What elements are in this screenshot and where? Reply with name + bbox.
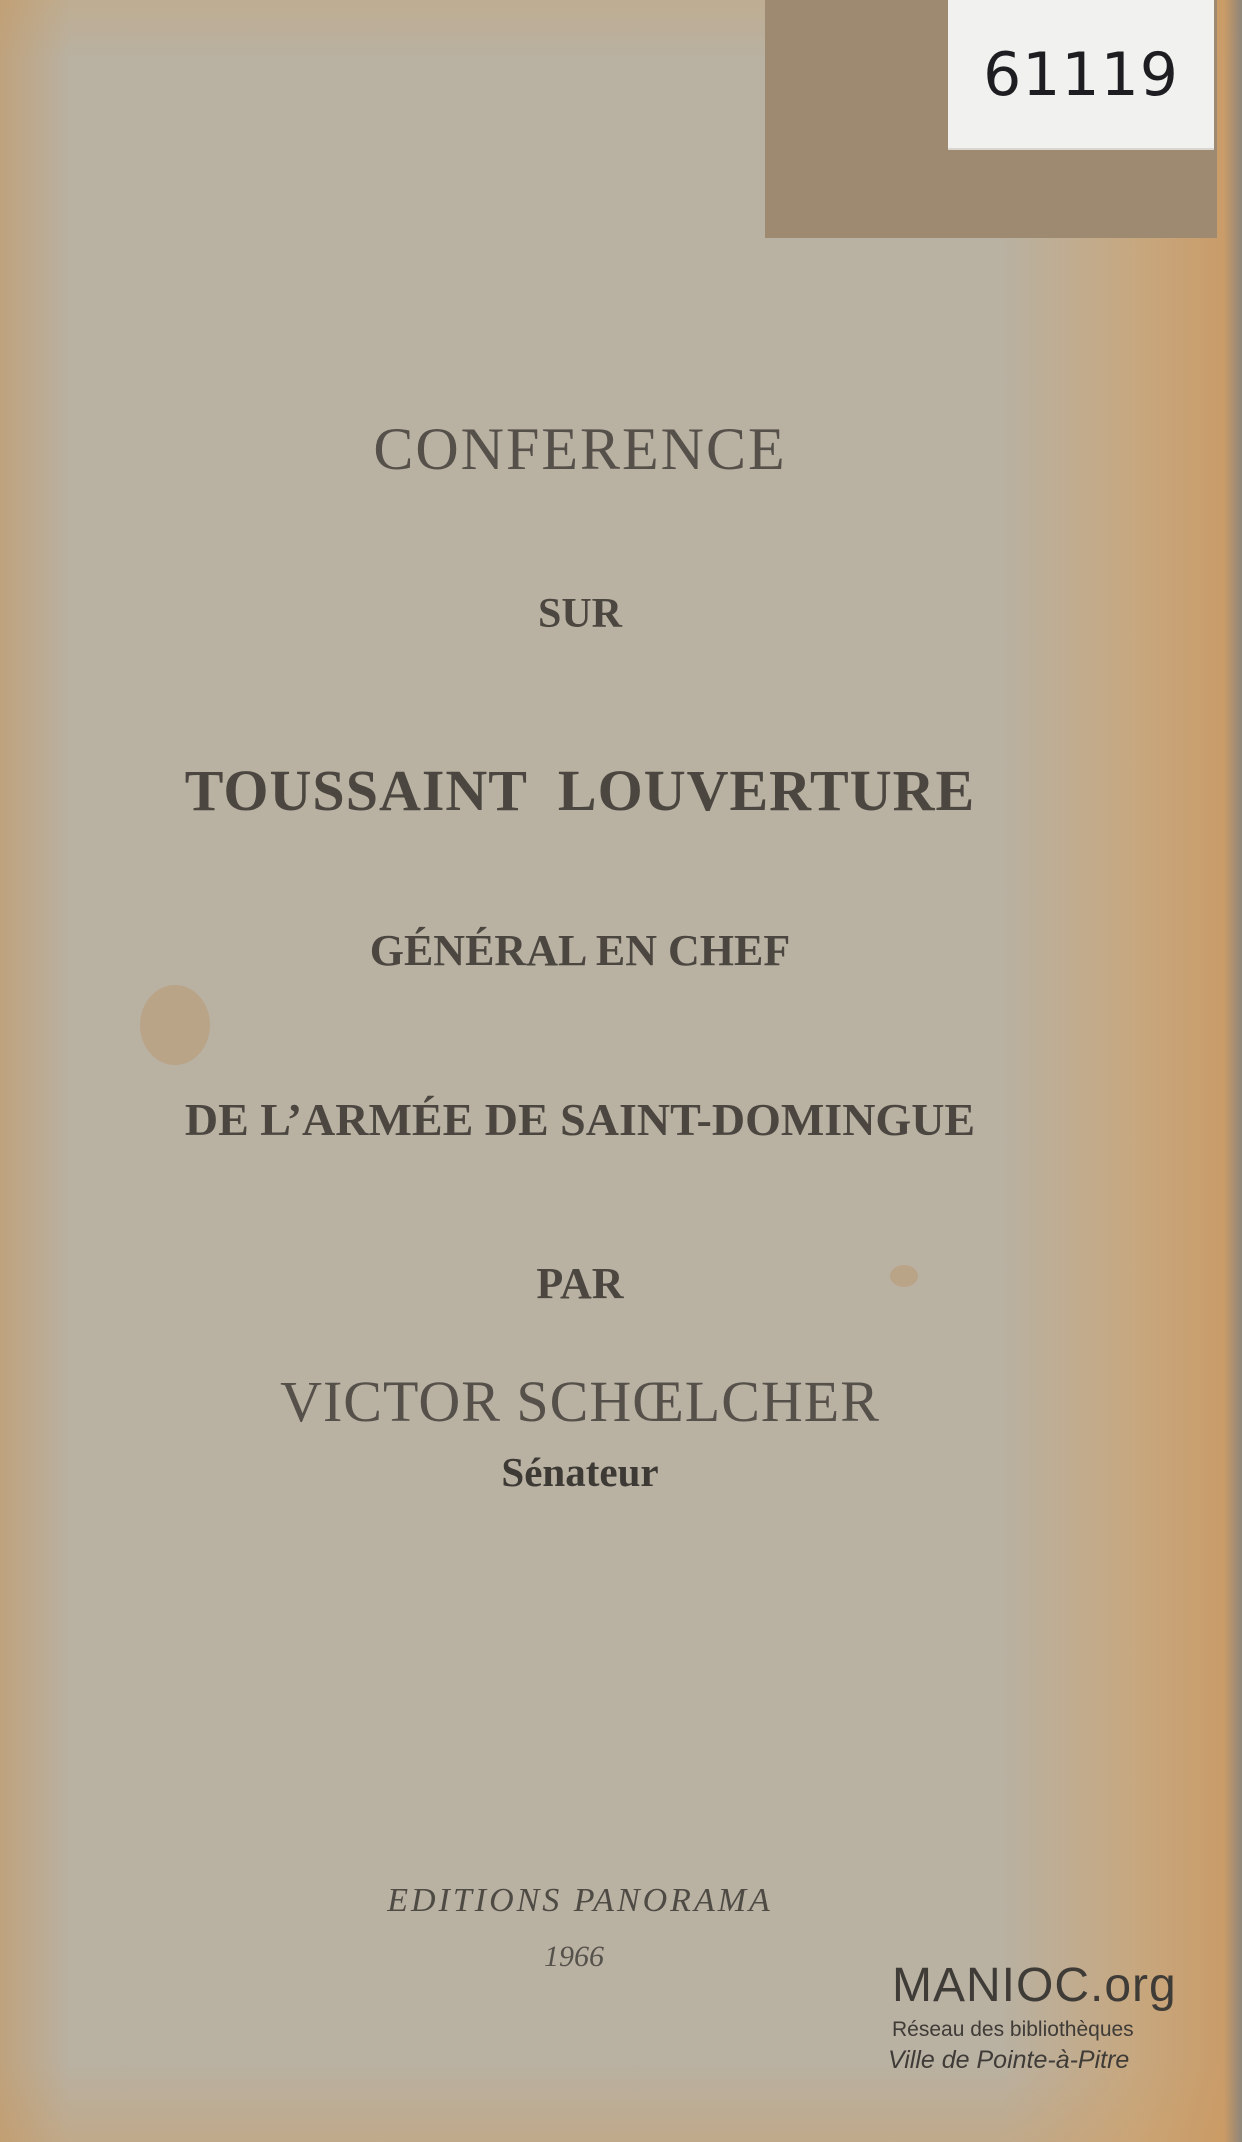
- title-sur: SUR: [537, 591, 623, 637]
- title-subject: TOUSSAINT LOUVERTURE: [184, 758, 976, 823]
- title-conference: CONFERENCE: [373, 416, 787, 482]
- publication-year: 1966: [544, 1940, 604, 1973]
- author-name: VICTOR SCHŒLCHER: [280, 1369, 880, 1434]
- manioc-watermark: [888, 1959, 1222, 2075]
- title-army: DE L’ARMÉE DE SAINT-DOMINGUE: [184, 1094, 976, 1145]
- title-par: PAR: [536, 1259, 624, 1308]
- catalog-label: [948, 0, 1214, 150]
- publisher: EDITIONS PANORAMA: [387, 1882, 773, 1919]
- manioc-network: Réseau des bibliothèques: [892, 2018, 1134, 2041]
- author-role: Sénateur: [501, 1449, 659, 1495]
- title-rank: GÉNÉRAL EN CHEF: [369, 926, 791, 975]
- catalog-number: 61119: [983, 40, 1179, 110]
- paper-stain: [140, 985, 210, 1065]
- manioc-city: Ville de Pointe-à-Pitre: [888, 2046, 1130, 2074]
- manioc-logo: MANIOC.org: [892, 1959, 1177, 2012]
- page-edge: [1224, 0, 1242, 2142]
